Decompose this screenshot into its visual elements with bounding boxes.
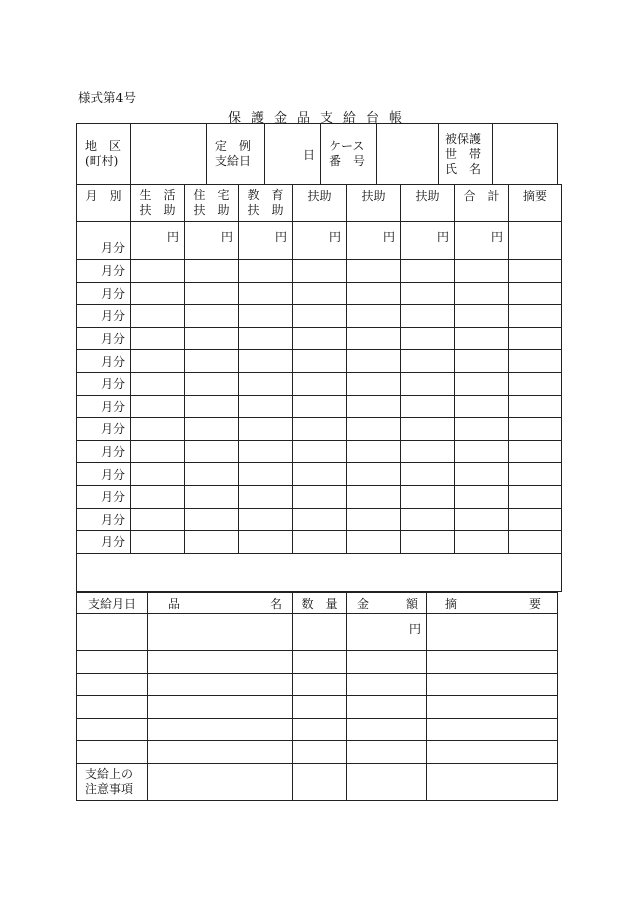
amount-cell[interactable] [455,327,509,350]
amount-cell[interactable] [185,305,239,328]
amount-cell[interactable] [239,372,293,395]
title-char: 護 [250,111,264,126]
remarks-cell[interactable] [509,531,562,554]
remarks-cell[interactable] [509,282,562,305]
month-row [77,222,562,260]
quantity-cell[interactable] [293,741,347,764]
amount-cell[interactable] [455,485,509,508]
amount-cell[interactable] [401,260,455,283]
payment-date-cell[interactable] [77,651,148,674]
amount-cell[interactable] [131,531,185,554]
amount-cell[interactable] [347,741,427,764]
remarks-cell[interactable] [509,440,562,463]
amount-cell[interactable] [131,418,185,441]
amount-cell[interactable] [185,463,239,486]
amount-cell[interactable] [131,508,185,531]
goods-row [77,741,558,764]
remarks-cell[interactable] [427,651,558,674]
title-char: 金 [273,111,287,126]
remarks-cell[interactable] [509,463,562,486]
amount-cell[interactable] [185,282,239,305]
amount-cell[interactable] [239,485,293,508]
amount-cell[interactable]: 円 [239,222,293,260]
remarks-cell[interactable] [509,350,562,373]
amount-cell[interactable] [347,651,427,674]
amount-cell[interactable] [401,350,455,373]
item-name-cell[interactable] [148,651,293,674]
quantity-cell[interactable] [293,673,347,696]
month-row [77,305,562,328]
amount-cell[interactable] [401,418,455,441]
amount-cell[interactable] [293,350,347,373]
col-education-assistance: 教 育 扶 助 [239,185,293,222]
col-remarks: 摘 要 [427,593,558,614]
amount-cell[interactable]: 円 [293,222,347,260]
amount-cell[interactable] [131,485,185,508]
amount-cell[interactable] [131,350,185,373]
month-cell[interactable]: 月分 [77,531,131,554]
remarks-cell[interactable] [427,673,558,696]
month-cell[interactable]: 月分 [77,418,131,441]
header-table [76,123,558,185]
amount-cell[interactable] [293,260,347,283]
amount-cell[interactable] [401,485,455,508]
amount-cell[interactable] [185,485,239,508]
amount-cell[interactable]: 円 [347,222,401,260]
remarks-cell[interactable] [509,372,562,395]
payment-date-cell[interactable] [77,614,148,651]
amount-cell[interactable] [293,531,347,554]
remarks-cell[interactable] [509,418,562,441]
col-housing-assistance: 住 宅 扶 助 [185,185,239,222]
amount-cell[interactable] [131,327,185,350]
amount-cell[interactable] [347,350,401,373]
quantity-cell[interactable] [293,696,347,719]
col-living-assistance: 生 活 扶 助 [131,185,185,222]
amount-cell[interactable] [455,260,509,283]
amount-cell[interactable] [455,395,509,418]
amount-cell[interactable] [347,418,401,441]
month-cell[interactable]: 月分 [77,350,131,373]
day-unit: 日 [302,147,315,162]
notes-cell[interactable] [293,763,347,800]
col-amount: 金 額 [347,593,427,614]
amount-cell[interactable] [239,260,293,283]
amount-cell[interactable] [401,395,455,418]
amount-cell[interactable] [239,350,293,373]
amount-cell[interactable] [293,372,347,395]
district-label: 地 区 (町村) [77,124,131,185]
amount-cell[interactable] [185,418,239,441]
amount-cell[interactable] [347,282,401,305]
amount-cell[interactable] [455,372,509,395]
amount-cell[interactable] [347,508,401,531]
month-row [77,440,562,463]
quantity-cell[interactable] [293,651,347,674]
month-row [77,260,562,283]
amount-cell[interactable] [401,463,455,486]
quantity-cell[interactable] [293,718,347,741]
notes-cell[interactable] [347,763,427,800]
amount-cell[interactable] [347,673,427,696]
item-name-cell[interactable] [148,696,293,719]
amount-cell[interactable] [239,508,293,531]
month-cell[interactable]: 月分 [77,440,131,463]
blank-separator-cell [77,553,562,591]
amount-cell[interactable] [185,531,239,554]
payday-field[interactable] [265,124,321,185]
amount-cell[interactable] [347,305,401,328]
amount-cell[interactable] [239,305,293,328]
goods-row [77,651,558,674]
assistance-header-row [77,185,562,222]
month-cell[interactable]: 月分 [77,305,131,328]
notes-cell[interactable] [427,763,558,800]
amount-cell[interactable]: 円 [185,222,239,260]
remarks-cell[interactable] [427,741,558,764]
notes-label: 支給上の 注意事項 [77,763,148,800]
amount-cell[interactable] [131,463,185,486]
amount-cell[interactable] [293,327,347,350]
amount-cell[interactable] [347,531,401,554]
col-total: 合 計 [455,185,509,222]
amount-cell[interactable] [293,305,347,328]
amount-cell[interactable] [401,508,455,531]
col-quantity: 数 量 [293,593,347,614]
regular-payday-label: 定 例 支給日 [207,124,265,185]
notes-row [77,763,558,800]
amount-cell[interactable] [293,418,347,441]
amount-cell[interactable] [131,372,185,395]
month-row [77,531,562,554]
month-row [77,327,562,350]
amount-cell[interactable] [455,531,509,554]
amount-cell[interactable] [293,395,347,418]
goods-header-row [77,593,558,614]
amount-cell[interactable] [239,440,293,463]
remarks-cell[interactable] [509,508,562,531]
payment-date-cell[interactable] [77,718,148,741]
remarks-cell[interactable] [509,260,562,283]
amount-cell[interactable] [347,395,401,418]
goods-row [77,718,558,741]
amount-cell[interactable] [401,305,455,328]
amount-cell[interactable] [293,463,347,486]
amount-cell[interactable] [455,440,509,463]
remarks-cell[interactable] [427,614,558,651]
amount-cell[interactable]: 円 [401,222,455,260]
amount-cell[interactable] [185,260,239,283]
blank-separator-row [77,553,562,591]
goods-row [77,614,558,651]
amount-cell[interactable] [455,350,509,373]
month-cell[interactable]: 月分 [77,327,131,350]
month-cell[interactable]: 月分 [77,395,131,418]
month-cell[interactable]: 月分 [77,282,131,305]
month-cell[interactable]: 月分 [77,463,131,486]
remarks-cell[interactable] [427,696,558,719]
amount-cell[interactable] [401,327,455,350]
amount-cell[interactable]: 円 [347,614,427,651]
amount-cell[interactable] [347,718,427,741]
amount-cell[interactable] [347,260,401,283]
district-field[interactable] [131,124,207,185]
goods-row [77,673,558,696]
goods-table [76,592,558,801]
item-name-cell[interactable] [148,673,293,696]
assistance-table [76,184,562,592]
item-name-cell[interactable] [148,718,293,741]
amount-cell[interactable] [455,282,509,305]
amount-cell[interactable] [131,282,185,305]
amount-cell[interactable] [401,440,455,463]
month-row [77,508,562,531]
amount-cell[interactable]: 円 [455,222,509,260]
amount-cell[interactable] [347,463,401,486]
remarks-cell[interactable] [509,485,562,508]
amount-cell[interactable] [455,463,509,486]
amount-cell[interactable] [239,418,293,441]
item-name-cell[interactable] [148,741,293,764]
amount-cell[interactable] [131,395,185,418]
col-item-name: 品 名 [148,593,293,614]
amount-cell[interactable] [131,440,185,463]
amount-cell[interactable] [455,305,509,328]
month-cell[interactable]: 月分 [77,485,131,508]
amount-cell[interactable] [401,531,455,554]
amount-cell[interactable] [401,372,455,395]
month-row [77,463,562,486]
month-row [77,372,562,395]
case-number-field[interactable] [377,124,439,185]
title-char: 支 [320,111,334,126]
goods-row [77,696,558,719]
amount-cell[interactable] [131,260,185,283]
quantity-cell[interactable] [293,614,347,651]
amount-cell[interactable] [293,485,347,508]
col-remarks: 摘要 [509,185,562,222]
amount-cell[interactable] [239,531,293,554]
amount-cell[interactable] [185,508,239,531]
amount-cell[interactable] [293,508,347,531]
household-name-field[interactable] [493,124,558,185]
title-char: 保 [227,111,241,126]
amount-cell[interactable] [185,372,239,395]
amount-cell[interactable] [239,282,293,305]
remarks-cell[interactable] [509,395,562,418]
month-cell[interactable]: 月分 [77,260,131,283]
amount-cell[interactable] [185,395,239,418]
amount-cell[interactable] [347,485,401,508]
month-cell[interactable]: 月分 [77,372,131,395]
col-assistance-blank-2: 扶助 [347,185,401,222]
month-row [77,418,562,441]
payment-date-cell[interactable] [77,696,148,719]
item-name-cell[interactable] [148,614,293,651]
month-row [77,350,562,373]
amount-cell[interactable] [347,327,401,350]
month-cell[interactable]: 月分 [77,508,131,531]
title-char: 台 [366,111,380,126]
amount-cell[interactable] [131,305,185,328]
amount-cell[interactable] [239,395,293,418]
amount-cell[interactable] [455,418,509,441]
month-row [77,282,562,305]
amount-cell[interactable] [347,372,401,395]
amount-cell[interactable] [347,440,401,463]
amount-cell[interactable] [293,440,347,463]
title-char: 品 [296,111,310,126]
amount-cell[interactable] [293,282,347,305]
case-number-label: ケース 番 号 [321,124,377,185]
month-row [77,485,562,508]
payment-date-cell[interactable] [77,673,148,696]
remarks-cell[interactable] [509,222,562,260]
amount-cell[interactable] [239,463,293,486]
notes-cell[interactable] [148,763,293,800]
title-char: 帳 [389,111,403,126]
amount-cell[interactable] [401,282,455,305]
form-number: 様式第4号 [78,90,136,105]
col-payment-date: 支給月日 [77,593,148,614]
month-row [77,395,562,418]
payment-date-cell[interactable] [77,741,148,764]
amount-cell[interactable] [347,696,427,719]
remarks-cell[interactable] [509,305,562,328]
amount-cell[interactable]: 円 [131,222,185,260]
col-assistance-blank-3: 扶助 [401,185,455,222]
title-char: 給 [343,111,357,126]
month-cell[interactable]: 月分 [77,222,131,260]
amount-cell[interactable] [185,440,239,463]
amount-cell[interactable] [185,350,239,373]
col-month: 月 別 [77,185,131,222]
remarks-cell[interactable] [427,718,558,741]
household-name-label: 被保護 世 帯 氏 名 [439,124,493,185]
amount-cell[interactable] [185,327,239,350]
amount-cell[interactable] [455,508,509,531]
col-assistance-blank-1: 扶助 [293,185,347,222]
amount-cell[interactable] [239,327,293,350]
remarks-cell[interactable] [509,327,562,350]
